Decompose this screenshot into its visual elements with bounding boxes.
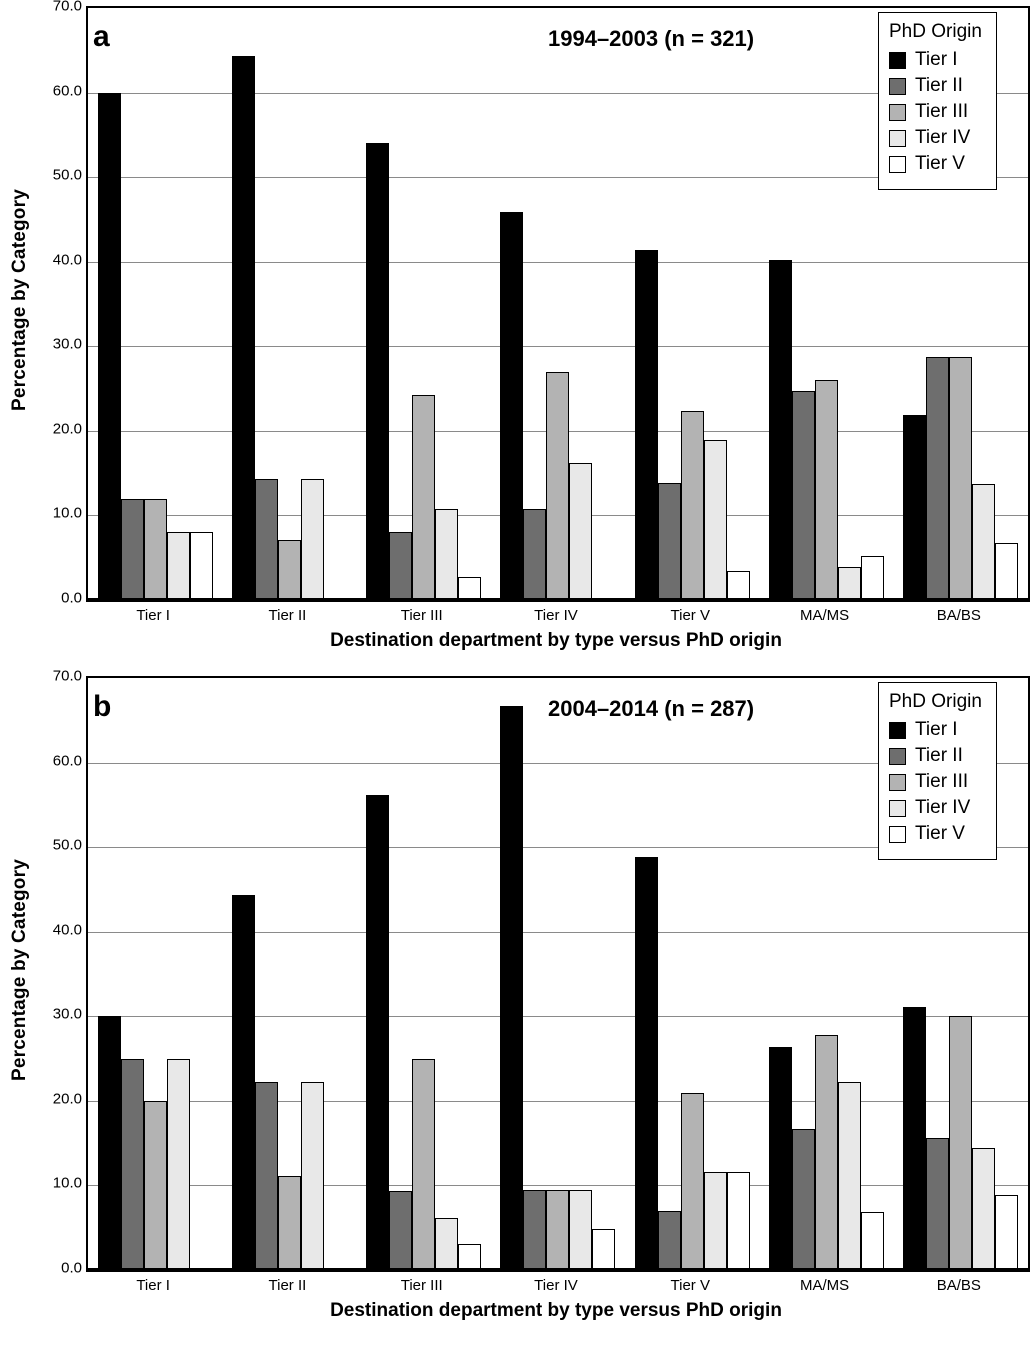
legend-swatch-icon (889, 130, 906, 147)
x-tick-label: Tier I (136, 1277, 170, 1294)
bar (681, 1093, 704, 1270)
bar-group (759, 8, 893, 600)
bar (167, 1059, 190, 1270)
y-tick-label: 50.0 (52, 166, 82, 184)
y-tick-label: 30.0 (52, 335, 82, 353)
bar-group (491, 8, 625, 600)
bar (949, 357, 972, 600)
bar (144, 1101, 167, 1270)
legend-swatch-icon (889, 826, 906, 843)
x-tick-label: Tier III (400, 1277, 443, 1294)
x-axis-label-a: Destination department by type versus PhD origin (330, 630, 782, 651)
bar (949, 1016, 972, 1270)
legend-item (889, 127, 982, 149)
bar-group (357, 678, 491, 1270)
bar-group (625, 678, 759, 1270)
bar (500, 706, 523, 1270)
bar (727, 1172, 750, 1270)
bar (98, 1016, 121, 1270)
bar-group (491, 678, 625, 1270)
legend-label: Tier IV (915, 797, 971, 818)
bar-group (88, 678, 222, 1270)
legend-label: Tier I (915, 49, 958, 70)
y-tick-label: 60.0 (52, 752, 82, 770)
bar (704, 1172, 727, 1270)
bar (838, 1082, 861, 1270)
bar (792, 391, 815, 600)
legend-item (889, 75, 982, 97)
x-tick-label: MA/MS (799, 1277, 850, 1294)
x-tick-label: Tier V (670, 1277, 710, 1294)
bar (546, 1190, 569, 1270)
bar (366, 795, 389, 1270)
legend-a (878, 12, 997, 190)
x-tick-label: MA/MS (799, 607, 850, 624)
bar (458, 577, 481, 600)
bar (546, 372, 569, 600)
bar (435, 509, 458, 600)
legend-label: Tier I (915, 719, 958, 740)
legend-label: Tier V (915, 153, 965, 174)
bar (658, 1211, 681, 1270)
legend-swatch-icon (889, 78, 906, 95)
y-axis-ticks-a (40, 0, 86, 607)
y-axis-label-a: Percentage by Category (9, 189, 30, 411)
legend-item (889, 771, 982, 793)
panel-title-b: 2004–2014 (n = 287) (548, 696, 755, 721)
panel-letter-a: a (93, 20, 110, 53)
bar (769, 1047, 792, 1270)
bar (635, 857, 658, 1270)
bar (435, 1218, 458, 1270)
bar (458, 1244, 481, 1270)
y-tick-label: 60.0 (52, 82, 82, 100)
y-tick-label: 40.0 (52, 251, 82, 269)
bar (569, 1190, 592, 1270)
legend-swatch-icon (889, 800, 906, 817)
bar (681, 411, 704, 600)
y-tick-label: 20.0 (52, 420, 82, 438)
y-tick-label: 30.0 (52, 1005, 82, 1023)
legend-label: Tier V (915, 823, 965, 844)
bar (366, 143, 389, 600)
bar (815, 1035, 838, 1270)
bar (500, 212, 523, 600)
y-tick-label: 40.0 (52, 921, 82, 939)
legend-label: Tier II (915, 75, 963, 96)
legend-title-a: PhD Origin (889, 21, 982, 42)
legend-items-b (889, 719, 982, 845)
legend-item (889, 101, 982, 123)
bar (838, 567, 861, 600)
legend-item (889, 49, 982, 71)
chart-panel-a (0, 0, 1033, 660)
bar (704, 440, 727, 600)
y-axis-label-b: Percentage by Category (9, 859, 30, 1081)
bar-group (625, 8, 759, 600)
legend-item (889, 719, 982, 741)
bar (792, 1129, 815, 1270)
x-axis-ticks-a (86, 600, 1026, 624)
bar (232, 895, 255, 1270)
legend-item (889, 823, 982, 845)
y-tick-label: 70.0 (52, 667, 82, 685)
bar (995, 543, 1018, 601)
bar (389, 1191, 412, 1270)
bar (926, 357, 949, 600)
bar (301, 1082, 324, 1270)
x-tick-label: Tier IV (534, 607, 578, 624)
y-axis-ticks-b (40, 667, 86, 1277)
panel-letter-b: b (93, 690, 112, 723)
x-tick-label: Tier II (268, 1277, 307, 1294)
x-tick-label: Tier III (400, 607, 443, 624)
legend-label: Tier II (915, 745, 963, 766)
legend-swatch-icon (889, 104, 906, 121)
bar-group (222, 8, 356, 600)
legend-label: Tier III (915, 771, 969, 792)
x-tick-label: Tier IV (534, 1277, 578, 1294)
bar (861, 556, 884, 600)
x-tick-label: BA/BS (936, 607, 981, 624)
chart-panel-b (0, 660, 1033, 1340)
bar (815, 380, 838, 600)
bar (769, 260, 792, 600)
x-axis-label-b: Destination department by type versus PhD origin (330, 1300, 782, 1321)
bar (255, 479, 278, 600)
bar (167, 532, 190, 600)
bar (121, 1059, 144, 1270)
bar (592, 1229, 615, 1270)
legend-swatch-icon (889, 722, 906, 739)
bar (98, 93, 121, 600)
bar (658, 483, 681, 600)
bar (926, 1138, 949, 1270)
bar (255, 1082, 278, 1270)
legend-label: Tier IV (915, 127, 971, 148)
y-tick-label: 10.0 (52, 504, 82, 522)
y-tick-label: 0.0 (61, 589, 82, 607)
legend-swatch-icon (889, 774, 906, 791)
bar (972, 1148, 995, 1270)
bar (861, 1212, 884, 1270)
bar (412, 395, 435, 601)
legend-title-b: PhD Origin (889, 691, 982, 712)
bar (569, 463, 592, 600)
panel-title-a: 1994–2003 (n = 321) (548, 26, 755, 51)
y-tick-label: 0.0 (61, 1259, 82, 1277)
y-tick-label: 20.0 (52, 1090, 82, 1108)
bar-group (88, 8, 222, 600)
x-tick-label: Tier II (268, 607, 307, 624)
legend-item (889, 153, 982, 175)
bar (903, 1007, 926, 1270)
y-tick-label: 50.0 (52, 836, 82, 854)
legend-item (889, 745, 982, 767)
x-tick-label: BA/BS (936, 1277, 981, 1294)
x-tick-label: Tier I (136, 607, 170, 624)
bar (389, 532, 412, 601)
bar (523, 509, 546, 600)
bar (972, 484, 995, 600)
x-axis-ticks-b (86, 1270, 1026, 1294)
legend-b (878, 682, 997, 860)
legend-label: Tier III (915, 101, 969, 122)
bar (635, 250, 658, 600)
bar-group (759, 678, 893, 1270)
legend-swatch-icon (889, 748, 906, 765)
bar (190, 532, 213, 600)
legend-item (889, 797, 982, 819)
bar-group (357, 8, 491, 600)
bar (412, 1059, 435, 1270)
bar (523, 1190, 546, 1270)
y-tick-label: 10.0 (52, 1174, 82, 1192)
bar (121, 499, 144, 600)
legend-swatch-icon (889, 156, 906, 173)
bar (278, 540, 301, 600)
legend-items-a (889, 49, 982, 175)
bar (278, 1176, 301, 1270)
x-tick-label: Tier V (670, 607, 710, 624)
bar-group (222, 678, 356, 1270)
bar (727, 571, 750, 600)
legend-swatch-icon (889, 52, 906, 69)
bar (232, 56, 255, 600)
bar (903, 415, 926, 600)
y-tick-label: 70.0 (52, 0, 82, 15)
bar (144, 499, 167, 600)
bar (995, 1195, 1018, 1270)
bar (301, 479, 324, 600)
